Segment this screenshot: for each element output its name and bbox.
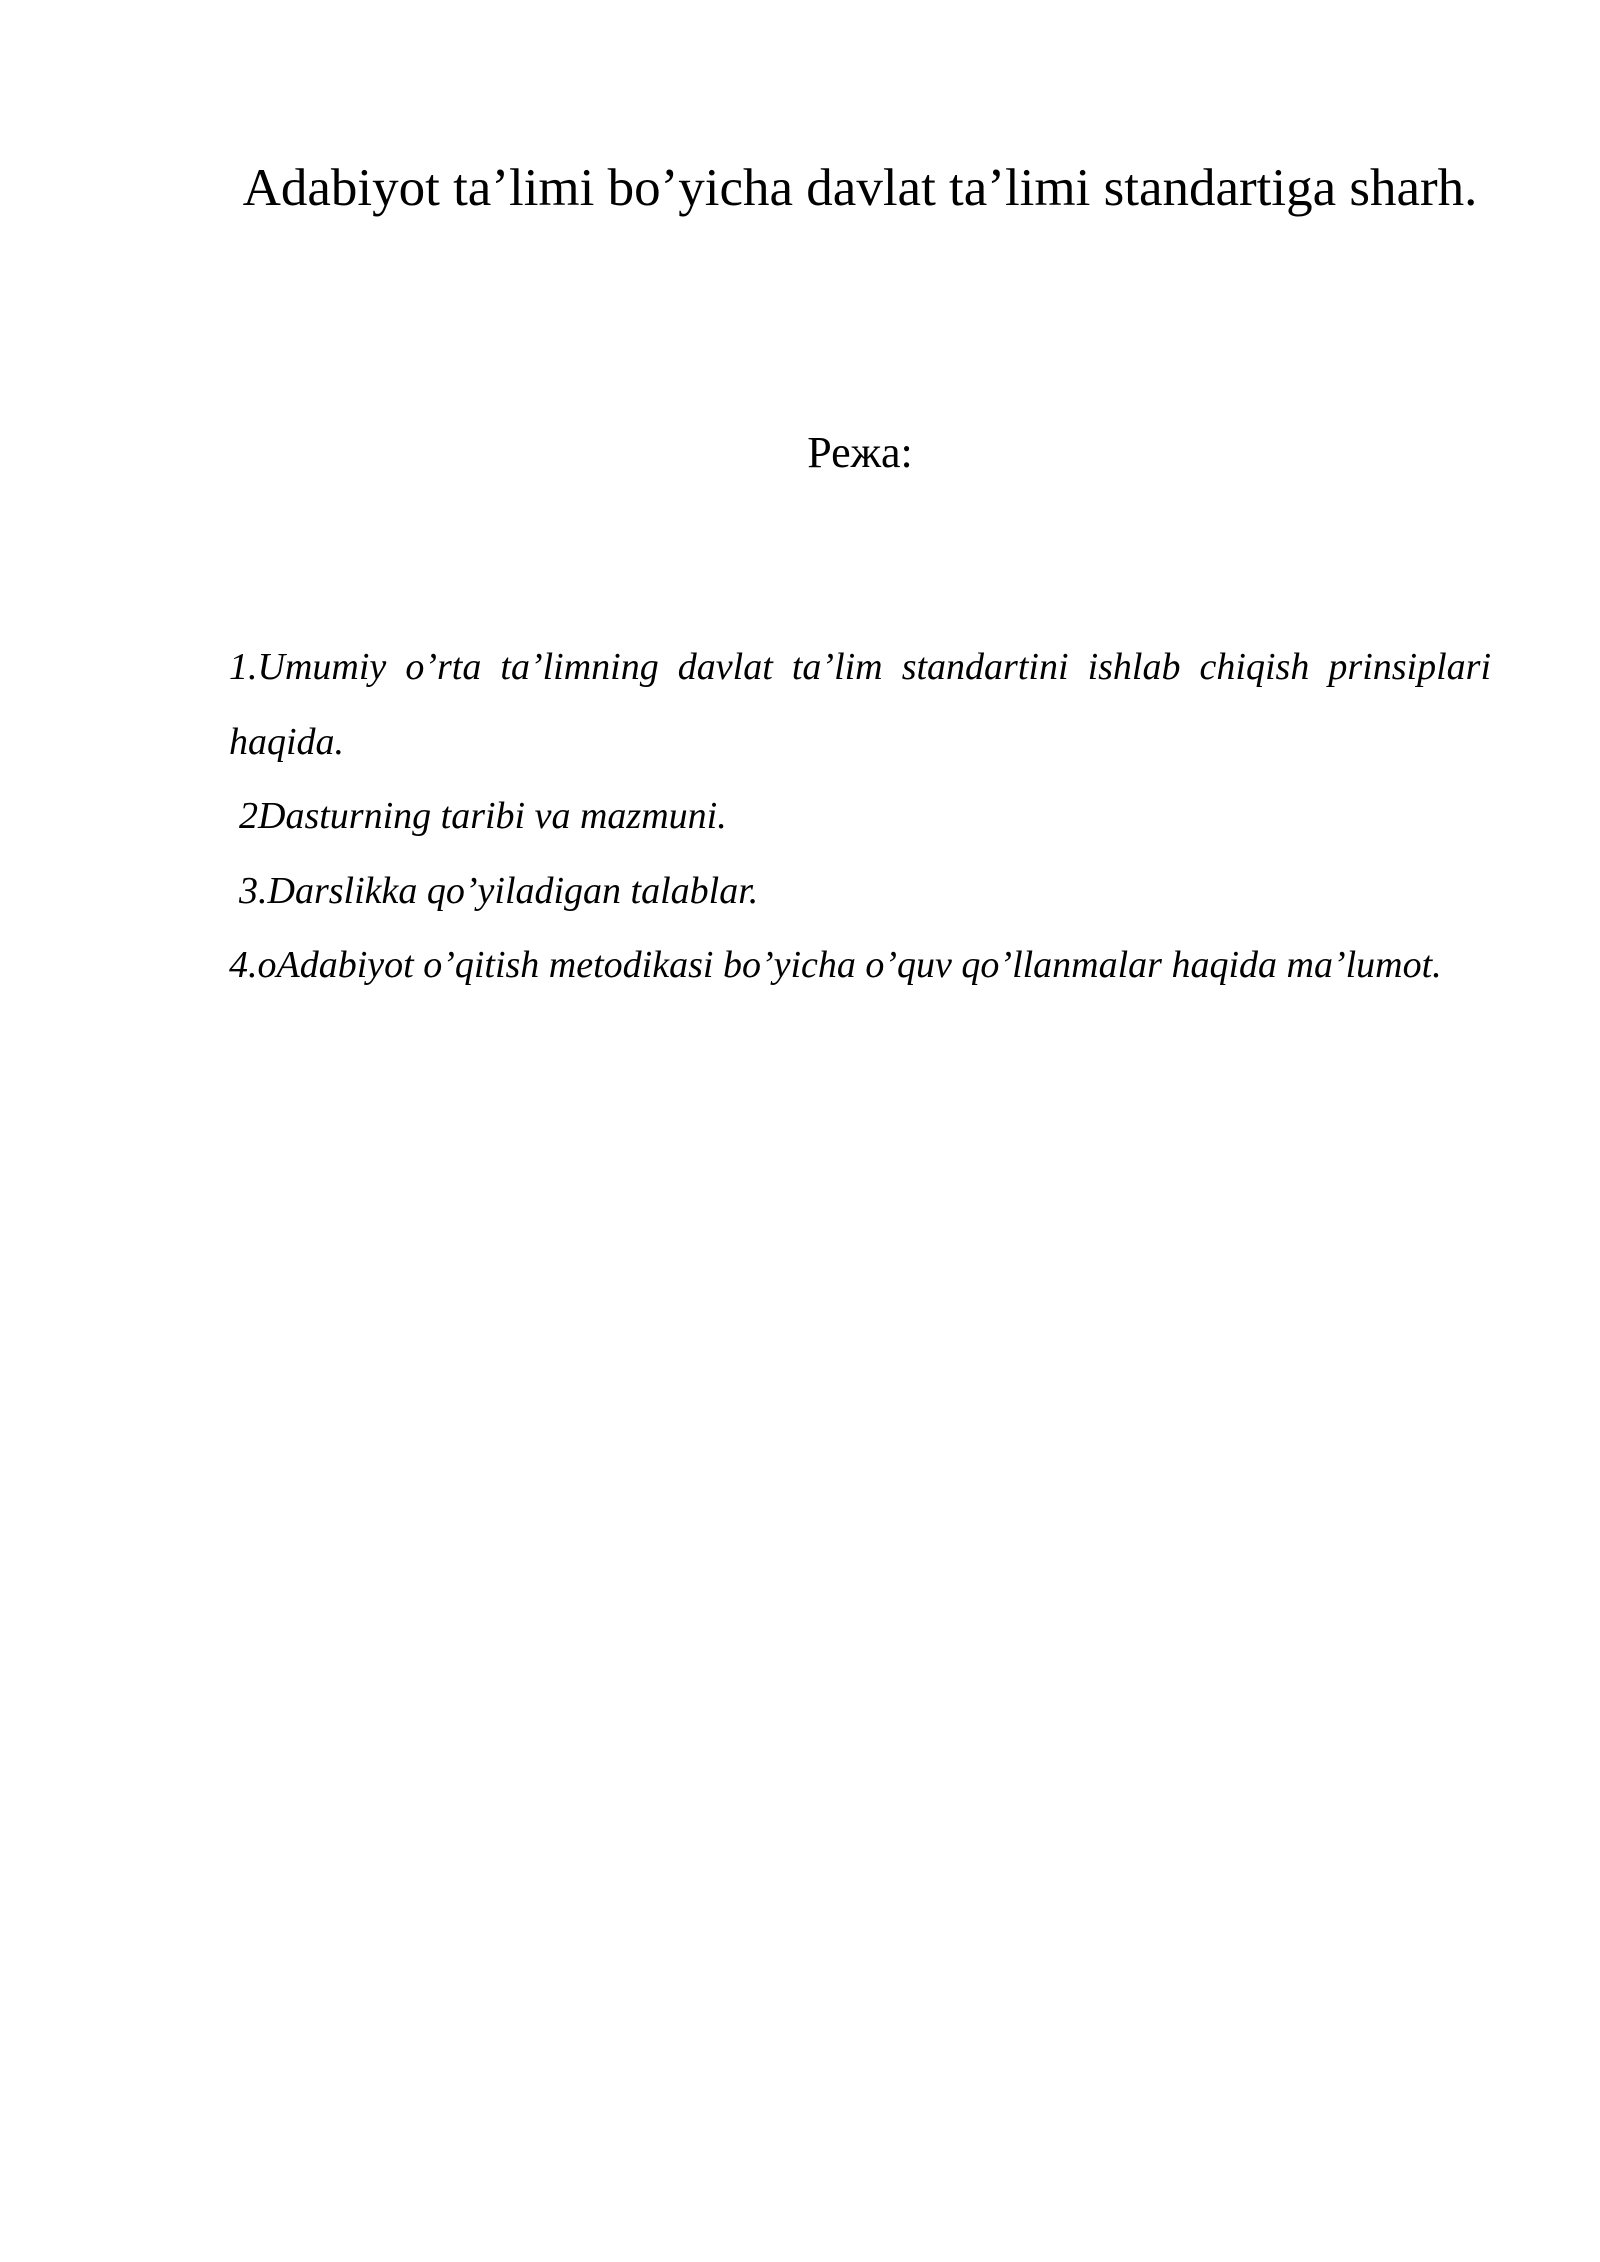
plan-item-1: 1.Umumiy o’rta ta’limning davlat ta’lim standartini ishlab chiqish prinsiplari haqida. <box>229 646 1491 763</box>
plan-item-3: 3.Darslikka qo’yiladigan talablar. <box>239 869 759 912</box>
plan-item-2: 2Dasturning taribi va mazmuni. <box>239 795 727 837</box>
plan-item-4: 4.oAdabiyot o’qitish metodikasi bo’yicha o’quv qo’llanmalar haqida ma’lumot. <box>229 944 1442 986</box>
plan-heading: Режа: <box>807 428 913 477</box>
document-title: Adabiyot ta’limi bo’yicha davlat ta’limi standartiga sharh. <box>242 159 1478 217</box>
plan-list <box>229 630 1491 1003</box>
